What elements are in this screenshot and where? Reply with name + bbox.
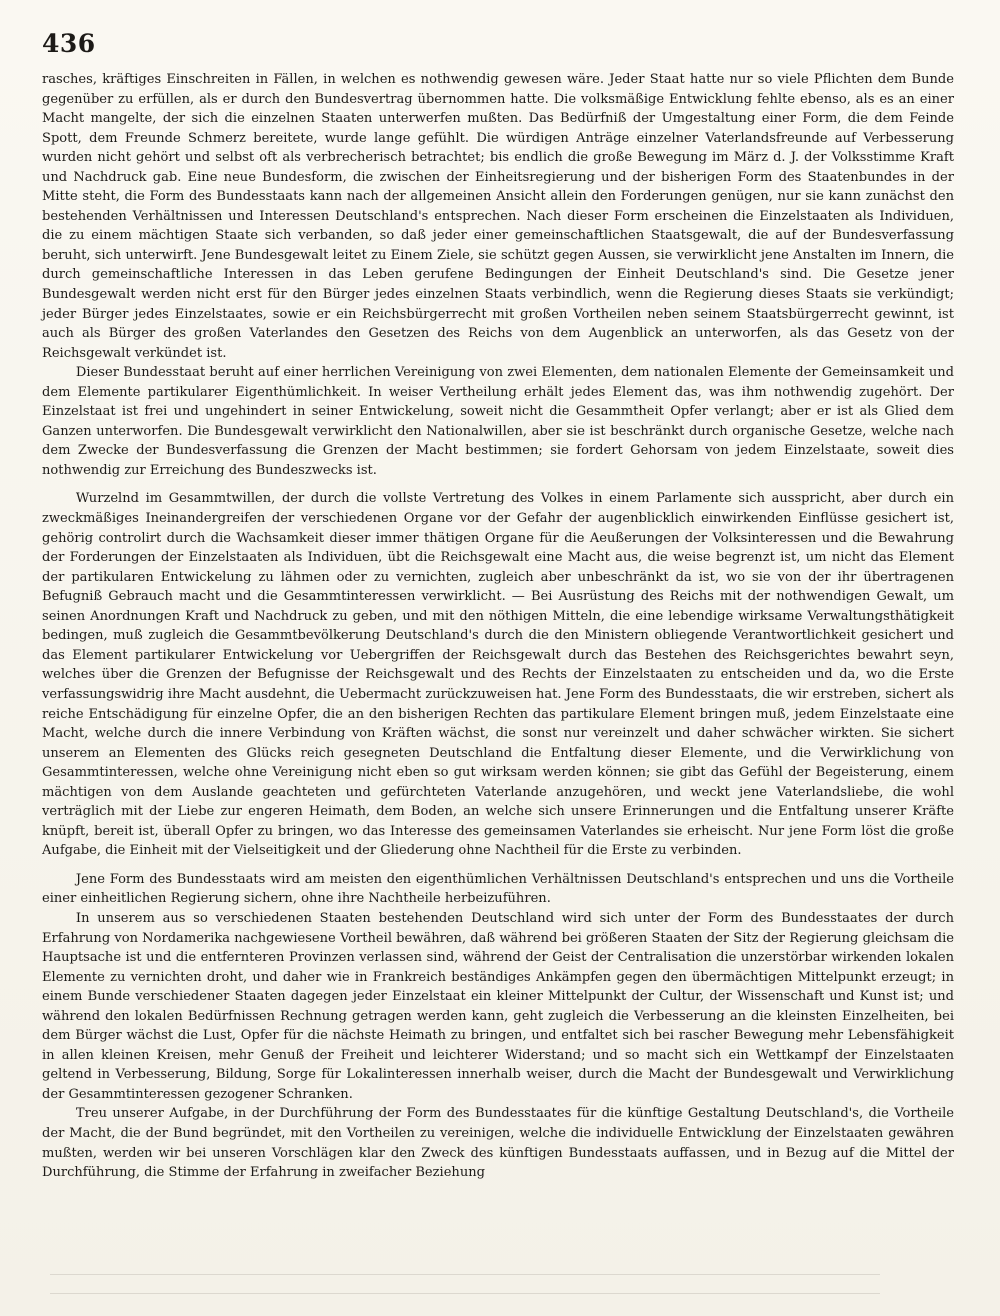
paragraph: Dieser Bundesstaat beruht auf einer herrlichen Vereinigung von zwei Elementen, dem nationalen Elemente der Gemeinsamkeit und dem Elemente partikularer Eigenthümlichkeit. In weiser Vertheilung erhält jedes Element das, was ihm nothwendig zugehört. Der Einzelstaat ist frei und ungehindert in seiner Entwickelung, soweit nicht die Gesammtheit Opfer verlangt; aber er ist als Glied dem Ganzen unterworfen. Die Bundesgewalt verwirklicht den Nationalwillen, aber sie ist beschränkt durch organische Gesetze, welche nach dem Zwecke der Bundesverfassung die Grenzen der Macht bestimmen; sie fordert Gehorsam von jedem Einzelstaate, soweit dies nothwendig zur Erreichung des Bundeszwecks ist. (42, 365, 954, 478)
show-through-texture (50, 1268, 880, 1308)
paragraph: rasches, kräftiges Einschreiten in Fällen, in welchen es nothwendig gewesen wäre. Jeder Staat hatte nur so viele Pflichten dem Bunde gegenüber zu erfüllen, als er durch den Bundesvertrag übernommen hatte. Die volksmäßige Entwicklung fehlte ebenso, als es an einer Macht mangelte, der sich die einzelnen Staaten unterwerfen mußten. Das Bedürfniß der Umgestaltung einer Form, die dem Feinde Spott, dem Freunde Schmerz bereitete, wurde lange gefühlt. Die würdigen Anträge einzelner Vaterlandsfreunde auf Verbesserung wurden nicht gehört und selbst oft als verbrecherisch betrachtet; bis endlich die große Bewegung im März d. J. der Volksstimme Kraft und Nachdruck gab. Eine neue Bundesform, die zwischen der Einheitsregierung und der bisherigen Form des Staatenbundes in der Mitte steht, die Form des Bundesstaats kann nach der allgemeinen Ansicht allein den Forderungen genügen, nur sie kann zunächst den bestehenden Verhältnissen und Interessen Deutschland's entsprechen. Nach dieser Form erscheinen die Einzelstaaten als Individuen, die zu einem mächtigen Staate sich verbanden, so daß jeder einer gemeinschaftlichen Staatsgewalt, die auf der Bundesverfassung beruht, sich unterwirft. Jene Bundesgewalt leitet zu Einem Ziele, sie schützt gegen Aussen, sie verwirklicht jene Anstalten im Innern, die durch gemeinschaftliche Interessen in das Leben gerufene Bedingungen der Einheit Deutschland's sind. Die Gesetze jener Bundesgewalt werden nicht erst für den Bürger jedes einzelnen Staats verbindlich, wenn die Regierung dieses Staats sie verkündigt; jeder Bürger jedes Einzelstaates, sowie er ein Reichsbürgerrecht mit großen Vortheilen neben seinem Staatsbürgerrecht gewinnt, ist auch als Bürger des großen Vaterlandes den Gesetzen des Reichs von dem Augenblick an unterworfen, als das Gesetz von der Reichsgewalt verkündet ist. (42, 72, 954, 361)
paragraph: Jene Form des Bundesstaats wird am meisten den eigenthümlichen Verhältnissen Deutschland's entsprechen und uns die Vortheile einer einheitlichen Regierung sichern, ohne ihre Nachtheile herbeizuführen. (42, 871, 954, 907)
paragraph: Treu unserer Aufgabe, in der Durchführung der Form des Bundesstaates für die künftige Gestaltung Deutschland's, die Vortheile der Macht, die der Bund begründet, mit den Vortheilen zu vereinigen, welche die individuelle Entwicklung der Einzelstaaten gewähren mußten, werden wir bei unseren Vorschlägen klar den Zweck des künftigen Bundesstaats auffassen, und in Bezug auf die Mittel der Durchführung, die Stimme der Erfahrung in zweifacher Beziehung (42, 1106, 954, 1181)
body-text (42, 70, 954, 1183)
paragraph: In unserem aus so verschiedenen Staaten bestehenden Deutschland wird sich unter der Form des Bundesstaates der durch Erfahrung von Nordamerika nachgewiesene Vortheil bewähren, daß während bei größeren Staaten der Sitz der Regierung gleichsam die Hauptsache ist und die entfernteren Provinzen verlassen sind, während der Geist der Centralisation die unzerstörbar wirkenden lokalen Elemente zu vernichten droht, und daher wie in Frankreich beständiges Ankämpfen gegen den übermächtigen Mittelpunkt erzeugt; in einem Bunde verschiedener Staaten dagegen jeder Einzelstaat ein kleiner Mittelpunkt der Cultur, der Wissenschaft und Kunst ist; und während den lokalen Bedürfnissen Rechnung getragen werden kann, geht zugleich die Verbesserung an die kleinsten Einzelheiten, bei dem Bürger wächst die Lust, Opfer für die nächste Heimath zu bringen, und entfaltet sich bei rascher Bewegung mehr Lebensfähigkeit in allen kleinen Kreisen, mehr Genuß der Freiheit und leichterer Widerstand; und so macht sich ein Wettkampf der Einzelstaaten geltend in Verbesserung, Bildung, Sorge für Lokalinteressen innerhalb weiser, durch die Macht der Bundesgewalt und Verwirklichung der Gesammtinteressen gezogener Schranken. (42, 910, 954, 1102)
page-number: 436 (42, 29, 96, 58)
paragraph: Wurzelnd im Gesammtwillen, der durch die vollste Vertretung des Volkes in einem Parlamente sich ausspricht, aber durch ein zweckmäßiges Ineinandergreifen der verschiedenen Organe vor der Gefahr der augenblicklich einwirkenden Einflüsse gesichert ist, gehörig controlirt durch die Wachsamkeit dieser immer thätigen Organe für die Aeußerungen der Volksinteressen und die Bewahrung der Forderungen der Einzelstaaten als Individuen, übt die Reichsgewalt eine Macht aus, die weise begrenzt ist, um nicht das Element der partikularen Entwickelung zu lähmen oder zu vernichten, zugleich aber unbeschränkt da ist, wo sie von der ihr übertragenen Befugniß Gebrauch macht und die Gesammtinteressen verwirklicht. — Bei Ausrüstung des Reichs mit der nothwendigen Gewalt, um seinen Anordnungen Kraft und Nachdruck zu geben, und mit den nöthigen Mitteln, die eine lebendige wirksame Verwaltungsthätigkeit bedingen, muß zugleich die Gesammtbevölkerung Deutschland's durch die den Ministern obliegende Verantwortlichkeit gesichert und das Element partikularer Entwickelung vor Uebergriffen der Reichsgewalt durch das Bestehen des Reichsgerichtes bewahrt seyn, welches über die Grenzen der Befugnisse der Reichsgewalt und des Rechts der Einzelstaaten zu entscheiden und da, wo die Erste verfassungswidrig ihre Macht ausdehnt, die Uebermacht zurückzuweisen hat. Jene Form des Bundesstaats, die wir erstreben, sichert als reiche Entschädigung für einzelne Opfer, die an den bisherigen Rechten das partikulare Element bringen muß, jedem Einzelstaate eine Macht, welche durch die innere Verbindung von Kräften wächst, die sonst nur vereinzelt und daher schwächer wirkten. Sie sichert unserem an Elementen des Glücks reich gesegneten Deutschland die Entfaltung dieser Elemente, und die Verwirklichung von Gesammtinteressen, welche ohne Vereinigung nicht eben so gut wirksam werden können; sie gibt das Gefühl der Begeisterung, einem mächtigen von dem Auslande geachteten und gefürchteten Vaterlande anzugehören, und weckt jene Vaterlandsliebe, die wohl verträglich mit der Liebe zur engeren Heimath, dem Boden, an welche sich unsere Erinnerungen und die Entfaltung unserer Kräfte knüpft, bereit ist, überall Opfer zu bringen, wo das Interesse des gemeinsamen Vaterlandes sie erheischt. Nur jene Form löst die große Aufgabe, die Einheit mit der Vielseitigkeit und der Gliederung ohne Nachtheil für die Erste zu verbinden. (42, 491, 954, 859)
